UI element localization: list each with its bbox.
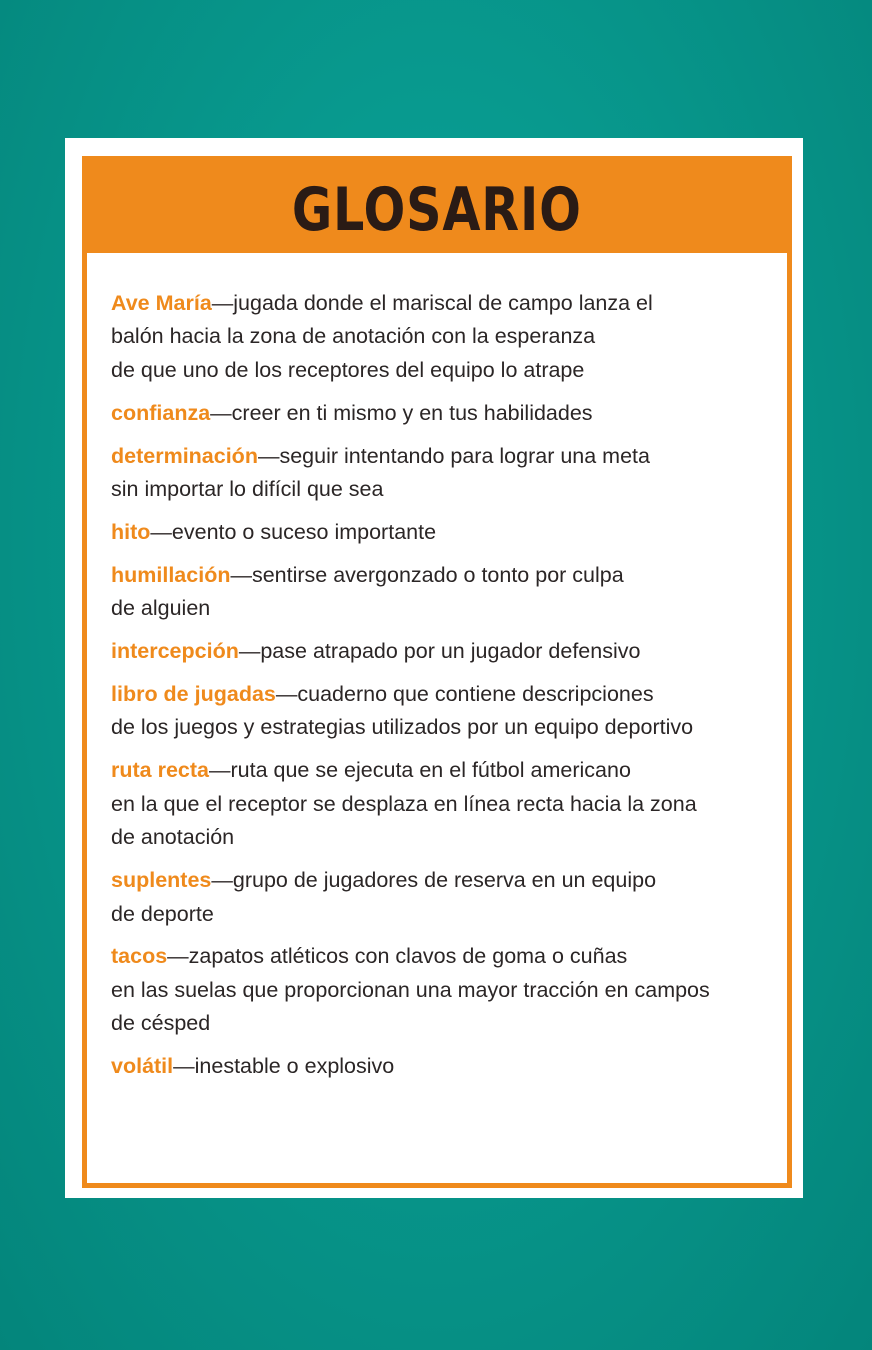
glossary-entry	[111, 397, 771, 430]
glossary-term: ruta recta	[111, 758, 209, 783]
definition-line	[111, 397, 771, 430]
definition-text: de los juegos y estrategias utilizados por un equipo deportivo	[111, 715, 694, 740]
definition-line	[111, 1050, 771, 1083]
definition-text: —creer en ti mismo y en tus habilidades	[210, 400, 593, 425]
definition-text: —pase atrapado por un jugador defensivo	[238, 639, 641, 664]
glossary-term: Ave María	[111, 291, 212, 315]
definition-line	[111, 516, 771, 549]
definition-text: —inestable o explosivo	[173, 1054, 395, 1079]
definition-text: balón hacia la zona de anotación con la esperanza	[111, 324, 596, 349]
definition-line	[111, 678, 771, 711]
definition-line	[111, 821, 771, 854]
glossary-term: volátil	[111, 1054, 174, 1079]
glossary-entry	[111, 516, 771, 549]
definition-line	[111, 788, 771, 821]
glossary-entry	[111, 635, 771, 668]
definition-text: —sentirse avergonzado o tonto por culpa	[230, 562, 624, 587]
definition-line	[111, 974, 771, 1007]
glossary-entry	[111, 754, 771, 854]
definition-text: —evento o suceso importante	[150, 519, 437, 544]
definition-text: —cuaderno que contiene descripciones	[275, 682, 654, 707]
definition-line	[111, 635, 771, 668]
definition-line	[111, 287, 771, 320]
definition-line	[111, 898, 771, 931]
definition-line	[111, 320, 771, 353]
glossary-frame	[82, 156, 792, 1188]
glossary-term: determinación	[111, 443, 258, 468]
glossary-entry	[111, 1050, 771, 1083]
glossary-term: confianza	[111, 400, 211, 425]
definition-line	[111, 754, 771, 787]
definition-text: de que uno de los receptores del equipo lo atrape	[111, 357, 585, 382]
glossary-term: hito	[111, 519, 151, 544]
glossary-entry	[111, 559, 771, 626]
definition-line	[111, 559, 771, 592]
glossary-term: libro de jugadas	[111, 682, 276, 707]
definition-line	[111, 473, 771, 506]
title-banner	[87, 161, 787, 253]
definition-text: —seguir intentando para lograr una meta	[257, 443, 650, 468]
glossary-term: tacos	[111, 944, 168, 969]
definition-line	[111, 1007, 771, 1040]
page-title: GLOSARIO	[292, 175, 582, 245]
glossary-entry	[111, 864, 771, 931]
glossary-term: humillación	[111, 562, 231, 587]
definition-text: —zapatos atléticos con clavos de goma o cuñas	[167, 944, 628, 969]
definition-text: de anotación	[111, 825, 235, 850]
definition-text: en las suelas que proporcionan una mayor tracción en campos	[111, 977, 710, 1002]
definition-text: —grupo de jugadores de reserva en un equipo	[211, 868, 657, 893]
definition-line	[111, 592, 771, 625]
definition-line	[111, 864, 771, 897]
glossary-entry	[111, 678, 771, 745]
definition-text: sin importar lo difícil que sea	[111, 477, 384, 502]
definition-line	[111, 940, 771, 973]
definition-text: en la que el receptor se desplaza en línea recta hacia la zona	[111, 791, 697, 816]
definition-text: —jugada donde el mariscal de campo lanza el	[211, 291, 653, 315]
glossary-term: intercepción	[111, 639, 239, 664]
glossary-entry	[111, 287, 771, 387]
definition-text: de alguien	[111, 596, 211, 621]
glossary-term: suplentes	[111, 868, 212, 893]
glossary-entry	[111, 940, 771, 1040]
definition-line	[111, 440, 771, 473]
definition-text: de césped	[111, 1011, 211, 1036]
definition-text: —ruta que se ejecuta en el fútbol americano	[209, 758, 631, 783]
definition-text: de deporte	[111, 901, 214, 926]
definition-line	[111, 354, 771, 387]
glossary-entry	[111, 440, 771, 507]
definition-line	[111, 711, 771, 744]
glossary-list	[111, 287, 771, 1093]
